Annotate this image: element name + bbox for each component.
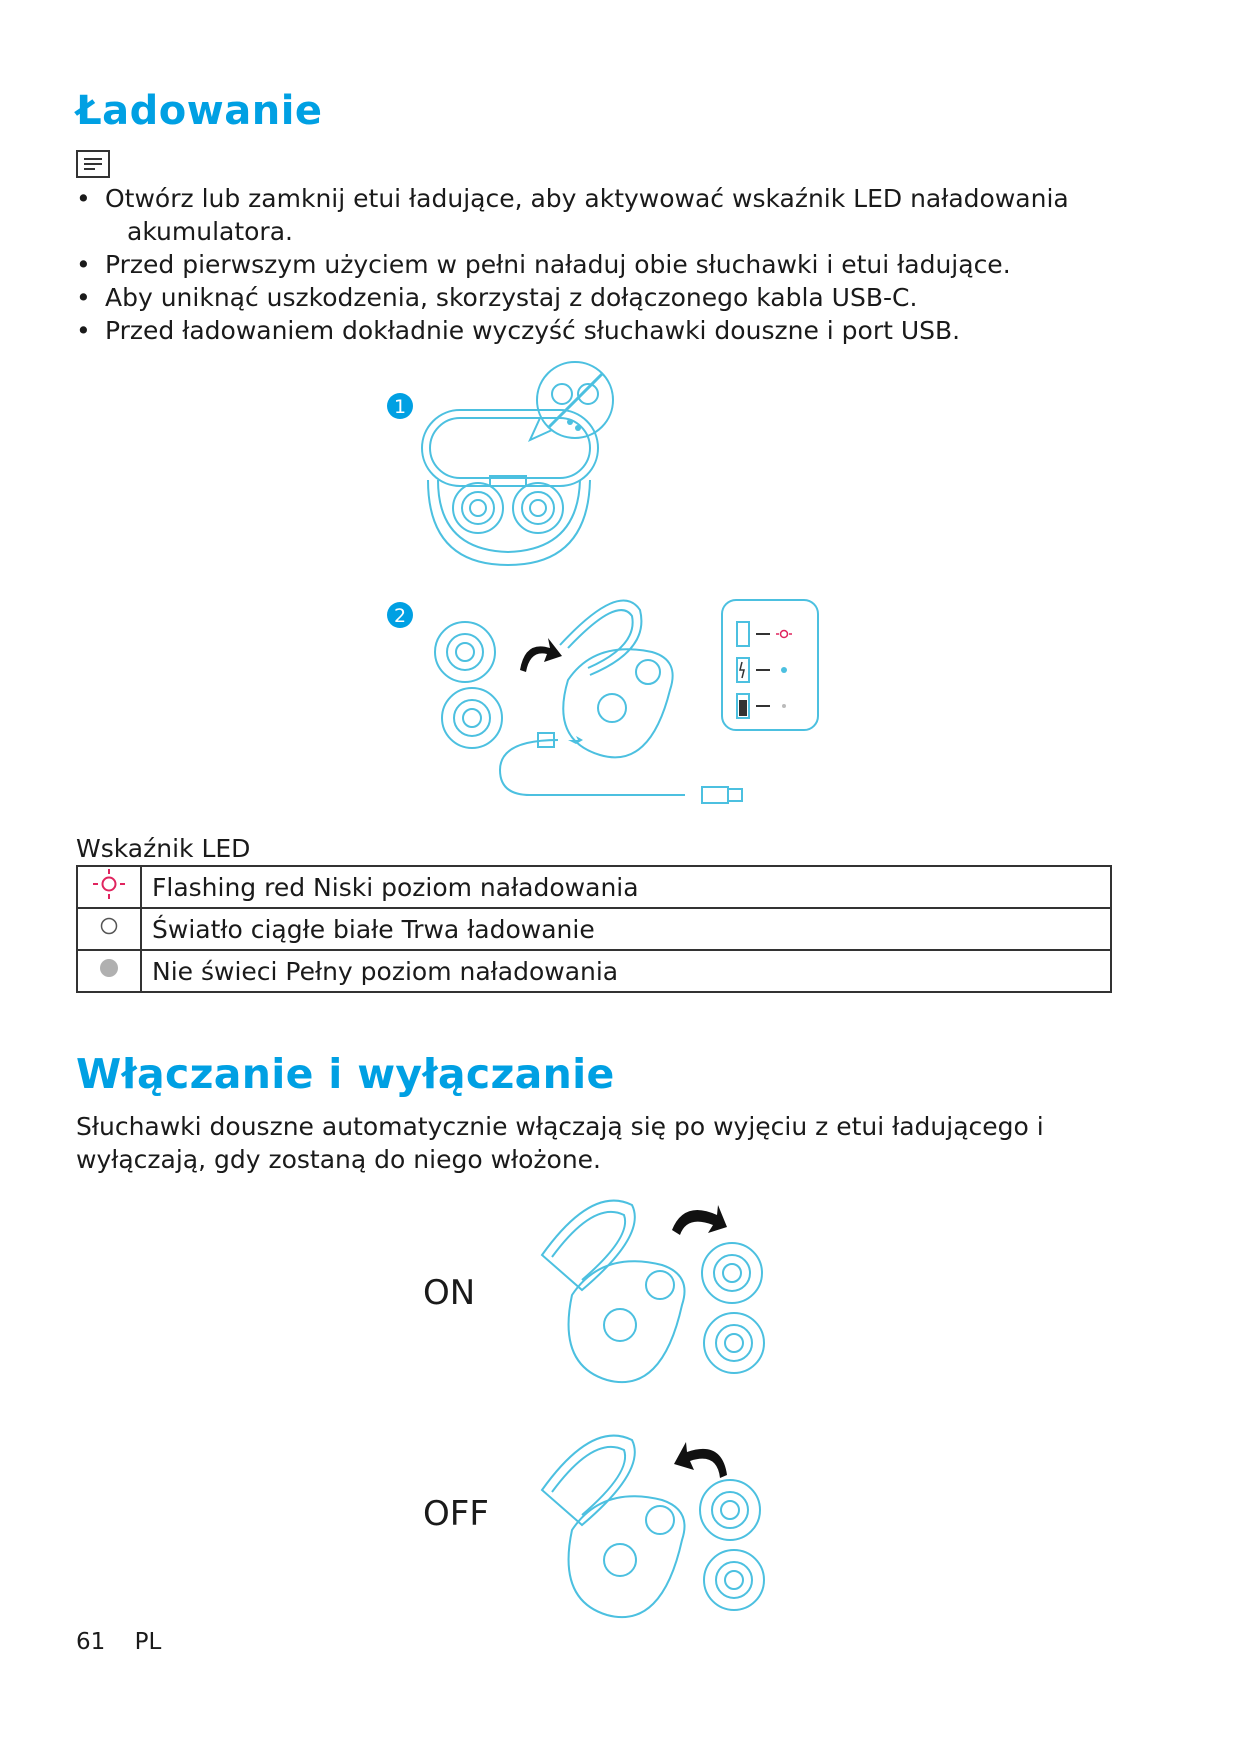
section-title-charging: Ładowanie	[76, 88, 323, 134]
power-paragraph: Słuchawki douszne automatycznie włączają się po wyjęciu z etui ładującego i wyłączają, gdy zostaną do niego włożone.	[76, 1112, 1044, 1174]
page-number: 61	[76, 1629, 106, 1655]
power-off-illustration	[522, 1430, 782, 1640]
table-row	[77, 866, 1111, 908]
charging-notes-list	[76, 182, 1076, 347]
grey-dot-icon	[97, 956, 121, 980]
led-row-text: Flashing red Niski poziom naładowania	[141, 866, 1111, 908]
step1-number: 1	[393, 396, 407, 418]
power-on-illustration	[522, 1195, 782, 1405]
led-row-text: Nie świeci Pełny poziom naładowania	[141, 950, 1111, 992]
step1-illustration	[380, 360, 630, 575]
section-title-power: Włączanie i wyłączanie	[76, 1050, 615, 1098]
list-item: • Przed pierwszym użyciem w pełni naładuj obie słuchawki i etui ładujące.	[76, 248, 1076, 281]
led-indicator-label: Wskaźnik LED	[76, 834, 251, 863]
table-row	[77, 950, 1111, 992]
table-row	[77, 908, 1111, 950]
step2-illustration	[380, 590, 830, 812]
list-item: • Aby uniknąć uszkodzenia, skorzystaj z dołączonego kabla USB-C.	[76, 281, 1076, 314]
on-label: ON	[423, 1273, 476, 1313]
note-icon	[76, 150, 110, 178]
off-label: OFF	[423, 1494, 489, 1534]
list-item: • Przed ładowaniem dokładnie wyczyść słuchawki douszne i port USB.	[76, 314, 1076, 347]
led-table	[76, 865, 1112, 993]
page-footer	[76, 1629, 183, 1655]
language-code: PL	[134, 1629, 162, 1655]
list-item: • Otwórz lub zamknij etui ładujące, aby aktywować wskaźnik LED naładowania akumulatora.	[76, 182, 1076, 248]
flashing-red-icon	[89, 869, 129, 899]
step2-number: 2	[393, 605, 407, 627]
white-circle-icon	[97, 914, 121, 938]
led-row-text: Światło ciągłe białe Trwa ładowanie	[141, 908, 1111, 950]
